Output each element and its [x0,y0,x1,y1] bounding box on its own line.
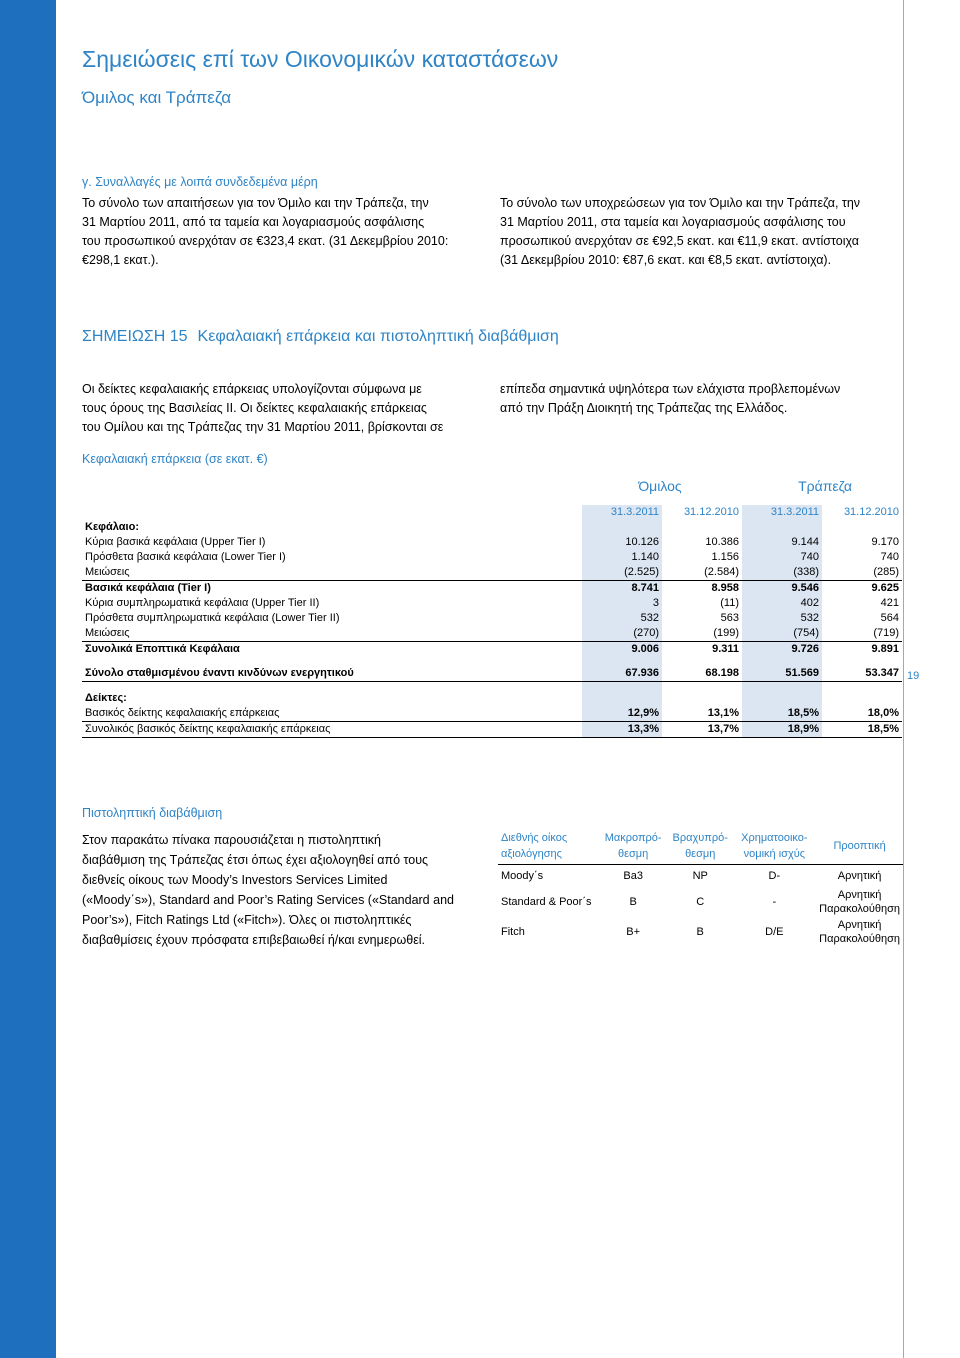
table-header-row [82,505,902,520]
row-label: Σύνολο σταθμισμένου έναντι κινδύνων ενεργητικού [82,666,582,682]
section-g-left-paragraph [82,194,477,270]
cell: 8.958 [711,582,739,594]
column-header: Διεθνής οίκος αξιολόγησης [498,828,598,865]
note-15-right-paragraph [500,380,900,418]
rating-heading: Πιστοληπτική διαβάθμιση [82,806,223,820]
cell: 51.569 [742,666,822,682]
page-title: Σημειώσεις επί των Οικονομικών καταστάσεων [82,46,559,72]
cell: 9.006 [582,642,662,658]
cell: 421 [880,597,899,609]
cell: (2.584) [662,565,742,581]
paragraph-line: διεθνείς οίκους των Moody’s Investors Services Limited [82,873,388,887]
cell: 3 [582,596,662,611]
cell: 9.144 [742,535,822,550]
table-row [498,917,903,947]
cell: (2.525) [582,565,662,581]
table-row [82,666,902,682]
note-title: Κεφαλαιακή επάρκεια και πιστοληπτική διαβάθμιση [197,328,559,345]
table-row [82,691,902,706]
table-header-row [498,828,903,865]
short-term: B [696,926,704,938]
agency: Standard & Poor΄s [501,896,592,908]
cell: 53.347 [822,666,902,682]
table-row [82,722,902,738]
financial-strength: D/E [765,926,784,938]
table-row [498,865,903,888]
cell: 12,9% [582,706,662,722]
cell: (11) [720,597,739,609]
table-row [82,642,902,658]
cell: 18,9% [742,722,822,738]
right-margin-rule [903,0,904,1358]
rating-paragraph [82,830,477,950]
table-row [82,520,902,535]
cell: 18,5% [822,722,902,738]
row-label: Βασικά κεφάλαια (Tier I) [85,582,211,594]
paragraph-line: Poor’s»), Fitch Ratings Ltd («Fitch»). Όλες οι πιστοληπτικές [82,913,412,927]
paragraph-line: του Ομίλου και της Τράπεζας την 31 Μαρτίου 2011, βρίσκονται σε [82,420,444,434]
group-header-trapeza: Τράπεζα [798,478,852,494]
table-row [498,887,903,917]
cell: 563 [720,612,739,624]
paragraph-line: 31 Μαρτίου 2011, από τα ταμεία και λογαριασμούς ασφάλισης [82,215,425,229]
cell: (285) [822,565,902,581]
cell: 9.546 [742,581,822,597]
long-term: B+ [626,926,641,938]
outlook: Αρνητική Παρακολούθηση [819,919,900,945]
cell: (338) [742,565,822,581]
short-term: C [696,896,705,908]
date-header: 31.12.2010 [843,506,899,518]
table-row [82,550,902,565]
paragraph-line: (31 Δεκεμβρίου 2010: €87,6 εκατ. και €8,5 εκατ. αντίστοιχα). [500,253,832,267]
page-number: 19 [907,670,920,682]
row-label: Μειώσεις [82,626,582,642]
cell: 10.386 [705,536,739,548]
date-header: 31.3.2011 [742,505,822,520]
paragraph-line: Το σύνολο των απαιτήσεων για τον Όμιλο και την Τράπεζα, την [82,196,429,210]
cell: 1.140 [582,550,662,565]
column-header: Βραχυπρό- θεσμη [668,828,733,865]
rating-table [498,828,903,947]
note-15-heading [82,328,569,346]
long-term: B [629,896,637,908]
note-label: ΣΗΜΕΙΩΣΗ 15 [82,328,188,345]
paragraph-line: Το σύνολο των υποχρεώσεων για τον Όμιλο και την Τράπεζα, την [500,196,861,210]
row-label: Βασικός δείκτης κεφαλαιακής επάρκειας [82,706,582,722]
capital-adequacy-table [82,505,902,738]
cell: 9.891 [871,643,899,655]
cell: 13,1% [662,706,742,722]
cell: 68.198 [662,666,742,682]
cell: 9.726 [742,642,822,658]
page-subtitle: Όμιλος και Τράπεζα [82,88,232,107]
cell: 67.936 [582,666,662,682]
paragraph-line: προσωπικού ανερχόταν σε €92,5 εκατ. και €11,9 εκατ. αντίστοιχα [500,234,859,248]
paragraph-line: από την Πράξη Διοικητή της Τράπεζας της Ελλάδος. [500,401,788,415]
table-row [82,611,902,626]
date-header: 31.12.2010 [683,506,739,518]
cell: (719) [822,626,902,642]
cell: 18,5% [742,706,822,722]
cell: 9.170 [871,536,899,548]
note-15-left-paragraph [82,380,477,437]
cell: 9.625 [871,582,899,594]
cell: 402 [742,596,822,611]
capital-table-title: Κεφαλαιακή επάρκεια (σε εκατ. €) [82,452,268,466]
table-row [82,535,902,550]
paragraph-line: διαβάθμιση της Τράπεζας έτσι όπως έχει αξιολογηθεί από τους [82,853,429,867]
cell: (270) [582,626,662,642]
table-row [82,581,902,597]
cell: 13,3% [582,722,662,738]
paragraph-line: επίπεδα σημαντικά υψηλότερα των ελάχιστα προβλεπομένων [500,382,841,396]
table-row [82,626,902,642]
paragraph-line: τους όρους της Βασιλείας ΙΙ. Οι δείκτες κεφαλαιακής επάρκειας [82,401,427,415]
cell: (199) [662,626,742,642]
cell: 532 [742,611,822,626]
section-g-right-paragraph [500,194,900,270]
table-row [82,706,902,722]
row-label: Κύρια βασικά κεφάλαια (Upper Tier I) [85,536,266,548]
spacer-row [82,657,902,666]
paragraph-line: («Moody΄s»), Standard and Poor’s Rating Services («Standard and [82,893,454,907]
column-header: Προοπτική [816,828,903,865]
group-header-omilos: Όμιλος [638,478,682,494]
long-term: Ba3 [623,870,643,882]
paragraph-line: διαβαθμίσεις έχουν πρόσφατα επιβεβαιωθεί ή/και ενημερωθεί. [82,933,426,947]
paragraph-line: Οι δείκτες κεφαλαιακής επάρκειας υπολογίζονται σύμφωνα με [82,382,422,396]
row-label: Κεφάλαιο: [85,521,139,533]
column-header: Μακροπρό- θεσμη [598,828,667,865]
paragraph-line: €298,1 εκατ.). [82,253,159,267]
paragraph-line: του προσωπικού ανερχόταν σε €323,4 εκατ. (31 Δεκεμβρίου 2010: [82,234,449,248]
financial-strength: - [772,896,777,908]
financial-strength: D- [768,870,781,882]
agency: Fitch [501,926,525,938]
cell: 740 [880,551,899,563]
agency: Moody΄s [501,870,544,882]
cell: 13,7% [662,722,742,738]
row-label: Συνολικός βασικός δείκτης κεφαλαιακής επάρκειας [82,722,582,738]
cell: 532 [582,611,662,626]
row-label: Δείκτες: [85,692,127,704]
cell: 9.311 [712,643,739,655]
spacer-row [82,682,902,692]
short-term: NP [692,870,708,882]
row-label: Μειώσεις [82,565,582,581]
cell: 740 [742,550,822,565]
row-label: Συνολικά Εποπτικά Κεφάλαια [85,643,240,655]
paragraph-line: Στον παρακάτω πίνακα παρουσιάζεται η πιστοληπτική [82,833,381,847]
column-header: Χρηματοοικο- νομική ισχύς [733,828,817,865]
outlook: Αρνητική Παρακολούθηση [819,889,900,915]
cell: 1.156 [711,551,739,563]
cell: 8.741 [582,581,662,597]
cell: 10.126 [582,535,662,550]
cell: 564 [880,612,899,624]
table-row [82,596,902,611]
outlook: Αρνητική [837,870,882,882]
row-label: Πρόσθετα βασικά κεφάλαια (Lower Tier I) [85,551,286,563]
cell: (754) [742,626,822,642]
section-g-heading: γ. Συναλλαγές με λοιπά συνδεδεμένα μέρη [82,175,318,189]
row-label: Πρόσθετα συμπληρωματικά κεφάλαια (Lower Tier II) [85,612,340,624]
paragraph-line: 31 Μαρτίου 2011, στα ταμεία και λογαριασμούς ασφάλισης του [500,215,846,229]
cell: 18,0% [822,706,902,722]
table-row [82,565,902,581]
left-color-band [0,0,56,1358]
date-header: 31.3.2011 [582,505,662,520]
row-label: Κύρια συμπληρωματικά κεφάλαια (Upper Tier II) [85,597,320,609]
